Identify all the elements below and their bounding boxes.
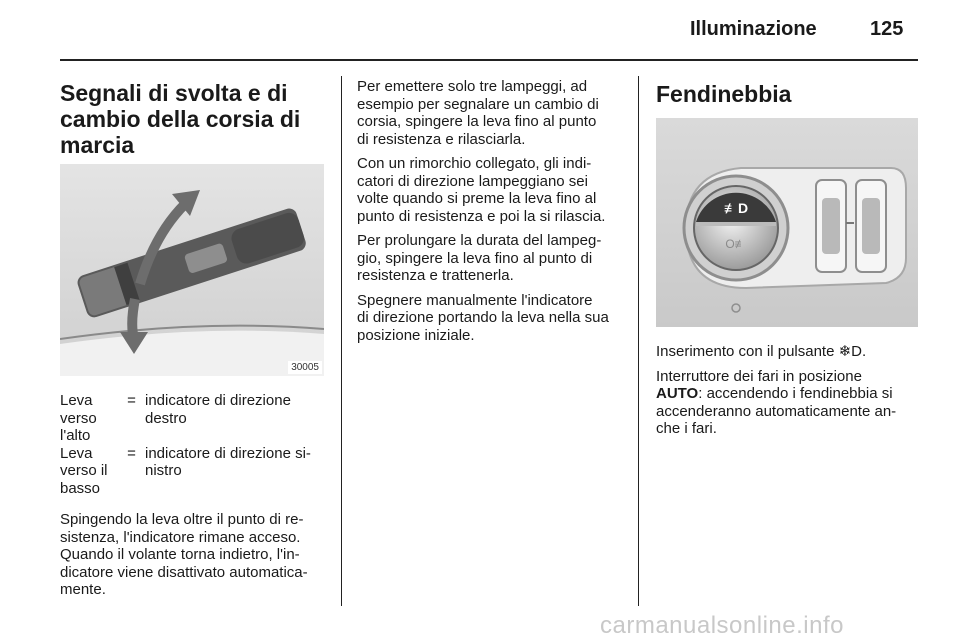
page-number: 125 <box>870 18 904 40</box>
section-title-turn-signals: Segnali di svolta e di cambio della corsia di marcia <box>60 80 301 158</box>
paragraph: Con un rimorchio collegato, gli indi- catori di direzione lampeggiano sei volte quando si preme la leva fino al punto di resistenza e poi la si rilascia. <box>357 155 606 225</box>
header-rule <box>60 59 918 61</box>
table-row: Leva verso l'alto = indicatore di direzione destro <box>60 392 291 444</box>
table-row: Leva verso il basso = indicatore di direzione si- nistro <box>60 444 311 497</box>
paragraph: Interruttore dei fari in posizione AUTO: accendendo i fendinebbia si accenderanno automaticamente an- che i fari. <box>656 367 897 437</box>
section-title-fog-lights: Fendinebbia <box>656 81 792 107</box>
column-divider-1 <box>341 76 342 606</box>
column-divider-2 <box>638 76 639 606</box>
paragraph: Spegnere manualmente l'indicatore di direzione portando la leva nella sua posizione iniziale. <box>357 291 609 344</box>
paragraph: Per emettere solo tre lampeggi, ad esempio per segnalare un cambio di corsia, spingere la leva fino al punto di resistenza e rilasciarla. <box>357 78 599 148</box>
paragraph: Spingendo la leva oltre il punto di re- sistenza, l'indicatore rimane acceso. Quando il volante torna indietro, l'in- dicatore viene disattivato automatica- mente. <box>60 511 308 598</box>
svg-text:≢D: ≢D <box>723 200 749 216</box>
running-header-title: Illuminazione <box>690 18 817 40</box>
lever-position-table <box>60 392 324 497</box>
light-switch-illustration <box>656 118 918 327</box>
left-column <box>60 78 324 606</box>
fog-light-symbol-icon: ❄D <box>838 343 863 360</box>
figure-number: 30005 <box>288 361 322 374</box>
watermark: carmanualsonline.info <box>600 612 844 639</box>
paragraph: Per prolungare la durata del lampeg- gio, spingere la leva fino al punto di resistenza e trattenerla. <box>357 232 602 284</box>
paragraph: Inserimento con il pulsante ❄D. <box>656 343 867 360</box>
svg-text:O≢: O≢ <box>725 237 747 251</box>
right-column <box>656 78 918 445</box>
middle-column <box>357 78 623 351</box>
turn-signal-lever-illustration <box>60 164 324 376</box>
